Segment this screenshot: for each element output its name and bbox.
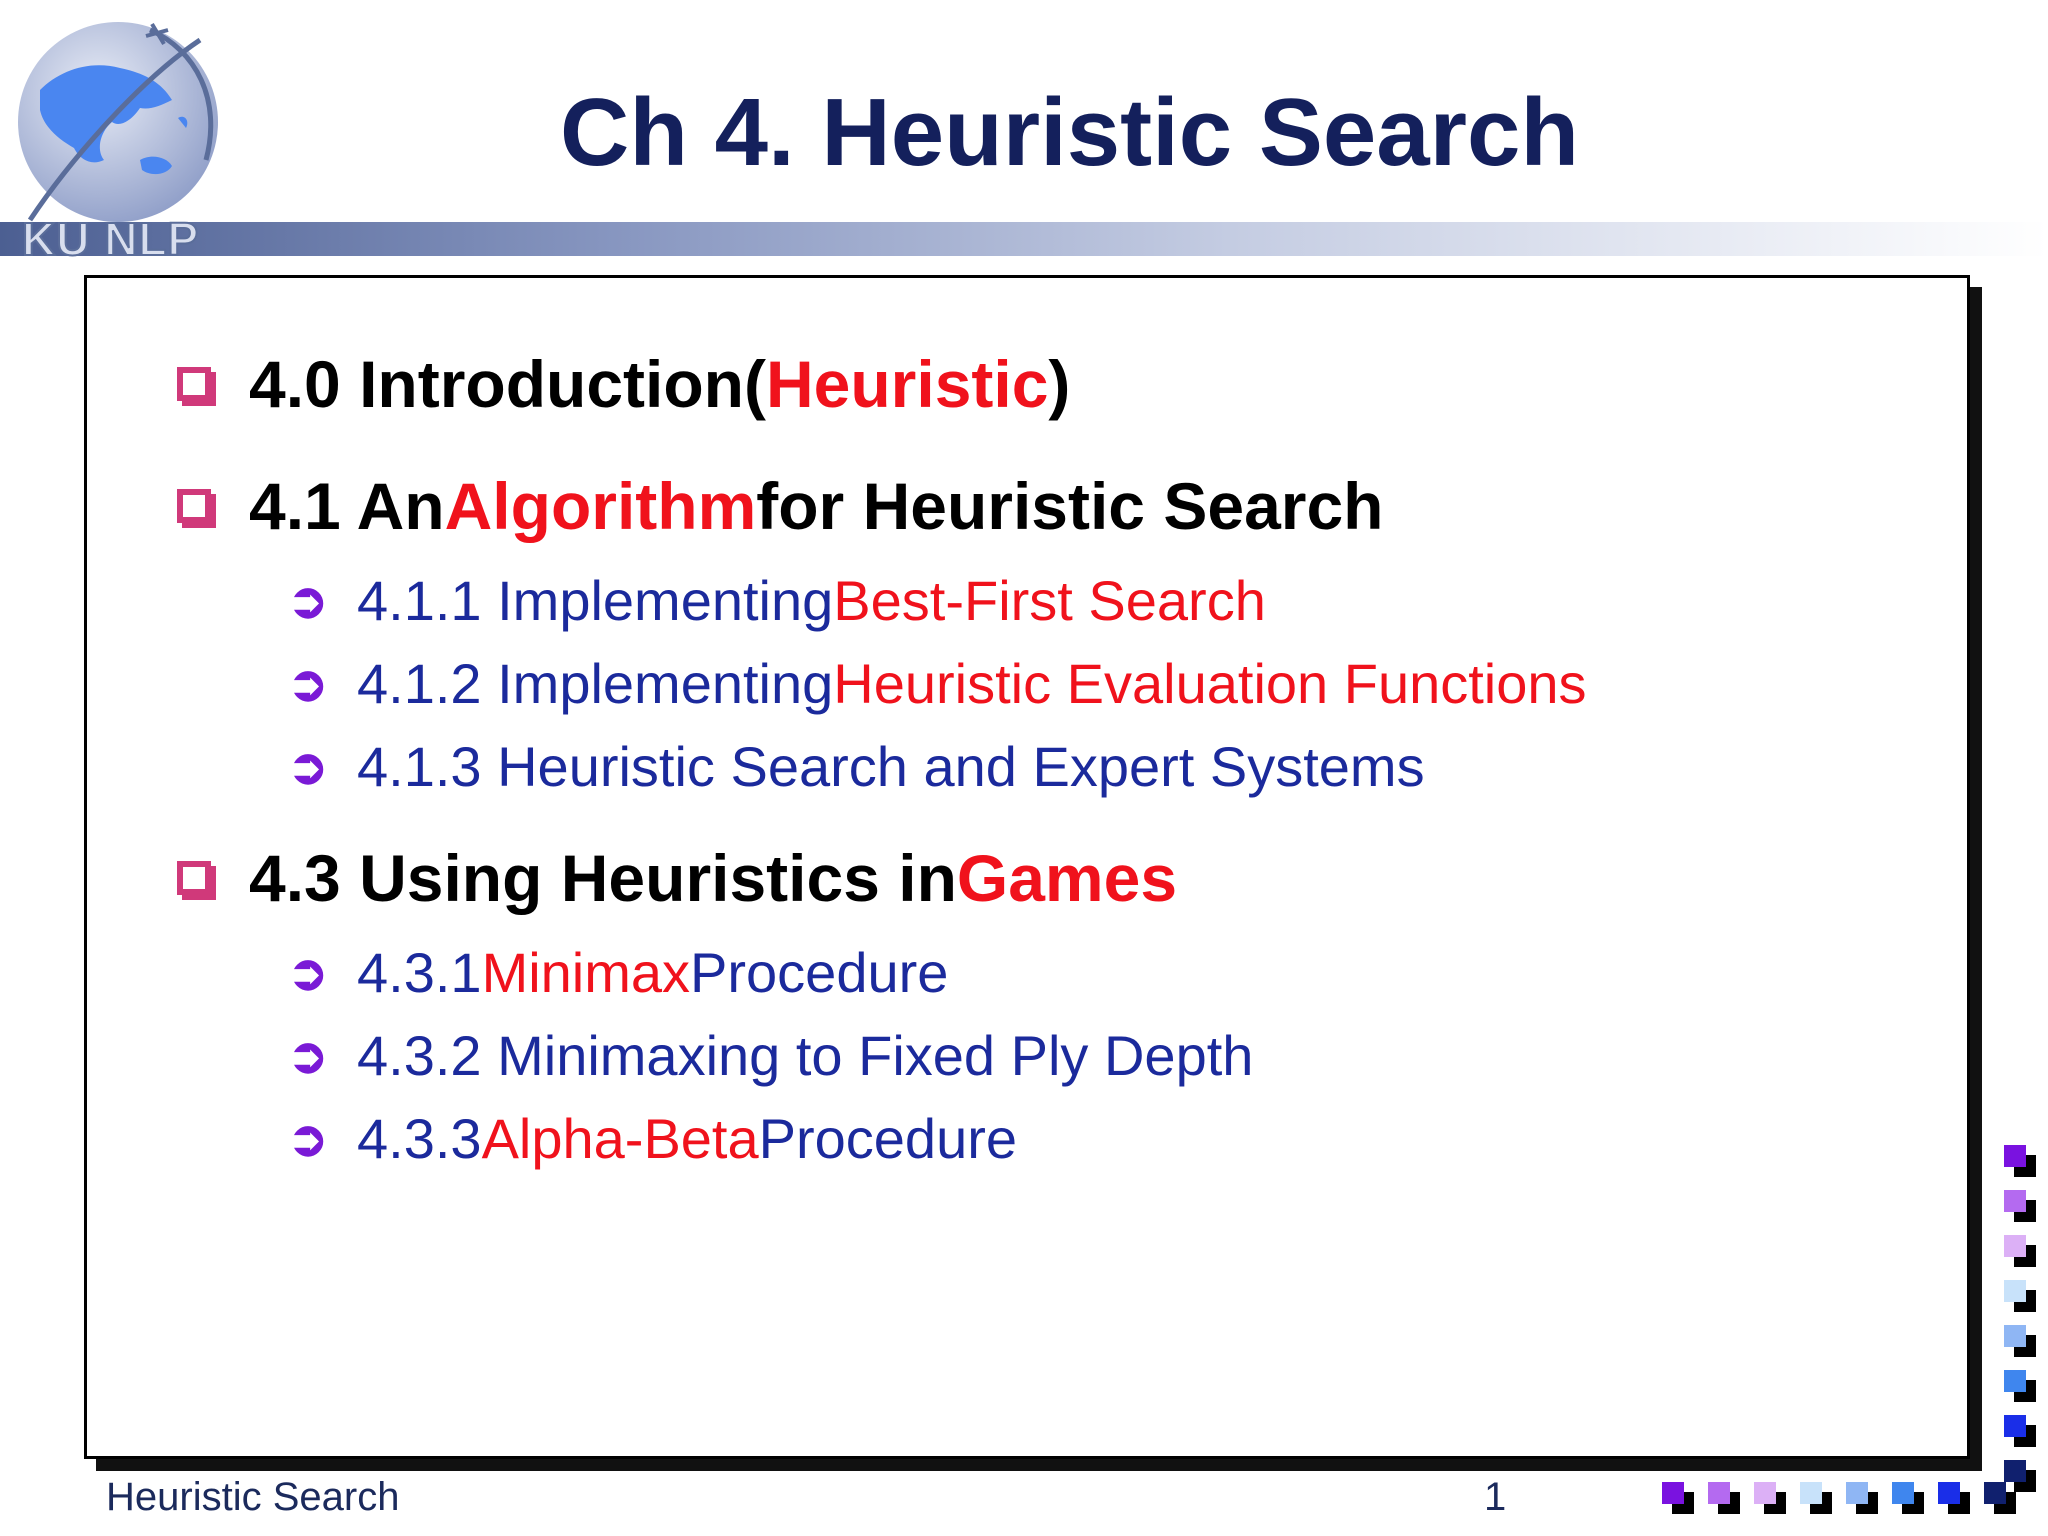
- decorative-square-icon: [2004, 1280, 2036, 1312]
- arrow-bullet-icon: ➲: [287, 1112, 329, 1166]
- item-text: 4.1 An: [249, 469, 445, 543]
- outline-item-4-3-2: [287, 1023, 1253, 1088]
- outline-item-4-1: [177, 468, 1384, 544]
- decorative-square-icon: [1846, 1482, 1878, 1514]
- item-highlight: Alpha-Beta: [481, 1107, 759, 1170]
- content-box: [84, 275, 1970, 1459]
- item-highlight: Games: [956, 841, 1178, 915]
- globe-icon: [0, 10, 240, 230]
- item-text: ): [1048, 347, 1071, 421]
- item-highlight: Minimax: [481, 941, 691, 1004]
- arrow-bullet-icon: ➲: [287, 740, 329, 794]
- footer-title: Heuristic Search: [106, 1475, 400, 1519]
- item-text: 4.3 Using Heuristics in: [249, 841, 957, 915]
- item-highlight: Best-First Search: [833, 569, 1266, 632]
- arrow-bullet-icon: ➲: [287, 946, 329, 1000]
- outline-item-4-1-3: [287, 734, 1425, 799]
- header-bar: [0, 222, 2048, 256]
- item-highlight: Heuristic: [765, 347, 1049, 421]
- decorative-square-icon: [2004, 1145, 2036, 1177]
- decorative-square-icon: [1800, 1482, 1832, 1514]
- decorative-square-icon: [2004, 1325, 2036, 1357]
- outline-item-4-1-2: [287, 651, 1587, 716]
- logo-text: KU NLP: [22, 213, 200, 265]
- item-highlight: Heuristic Evaluation Functions: [833, 652, 1587, 715]
- decorative-square-icon: [1754, 1482, 1786, 1514]
- square-bullet-icon: [177, 861, 211, 895]
- decorative-square-icon: [1938, 1482, 1970, 1514]
- arrow-bullet-icon: ➲: [287, 1029, 329, 1083]
- item-text: 4.0 Introduction(: [249, 347, 766, 421]
- outline-item-4-3-1: [287, 940, 948, 1005]
- decorative-square-icon: [1708, 1482, 1740, 1514]
- decorative-square-icon: [2004, 1190, 2036, 1222]
- decorative-square-icon: [1984, 1482, 2016, 1514]
- item-text: 4.3.3: [357, 1107, 482, 1170]
- decorative-square-icon: [2004, 1370, 2036, 1402]
- outline-item-4-1-1: [287, 568, 1266, 633]
- outline-item-4-3-3: [287, 1106, 1017, 1171]
- square-bullet-icon: [177, 489, 211, 523]
- decorative-square-icon: [2004, 1415, 2036, 1447]
- item-highlight: Algorithm: [444, 469, 757, 543]
- item-text: 4.3.2 Minimaxing to Fixed Ply Depth: [357, 1024, 1254, 1087]
- item-text: 4.1.1 Implementing: [357, 569, 834, 632]
- item-text: 4.1.2 Implementing: [357, 652, 834, 715]
- page-number: 1: [1484, 1475, 1507, 1519]
- arrow-bullet-icon: ➲: [287, 574, 329, 628]
- item-text: Procedure: [758, 1107, 1018, 1170]
- decorative-square-icon: [1662, 1482, 1694, 1514]
- arrow-bullet-icon: ➲: [287, 657, 329, 711]
- outline-item-4-3: [177, 840, 1177, 916]
- item-text: for Heuristic Search: [756, 469, 1384, 543]
- item-text: 4.1.3 Heuristic Search and Expert Systems: [357, 735, 1425, 798]
- item-text: 4.3.1: [357, 941, 482, 1004]
- outline-item-4-0: [177, 346, 1070, 422]
- item-text: Procedure: [690, 941, 949, 1004]
- square-bullet-icon: [177, 367, 211, 401]
- decorative-square-icon: [1892, 1482, 1924, 1514]
- decorative-square-icon: [2004, 1235, 2036, 1267]
- slide-title: Ch 4. Heuristic Search: [560, 79, 1580, 186]
